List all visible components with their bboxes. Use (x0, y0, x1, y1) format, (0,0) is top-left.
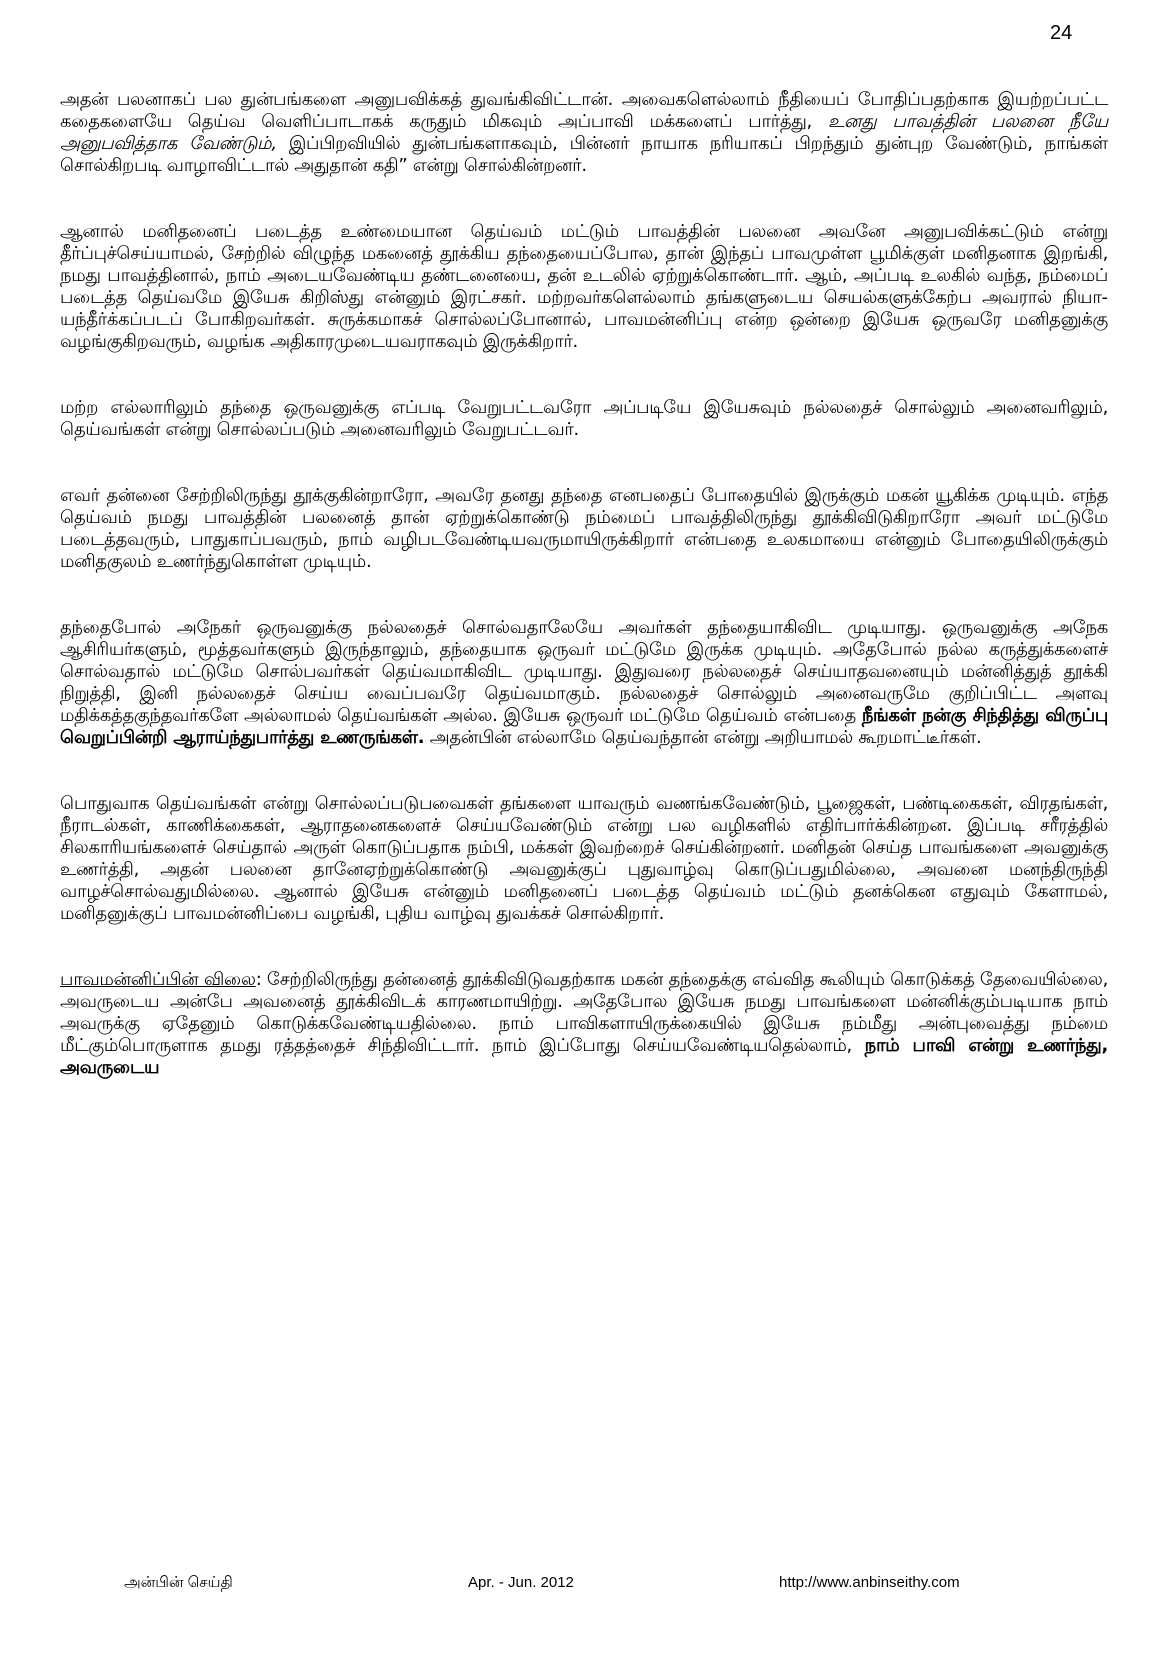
italic-quote: உனது பாவத்தின் பலனை நீயே அனுபவித்தாக வேண்டும், (60, 111, 1108, 154)
bold-exhortation: நீங்கள் நன்கு சிந்தித்து விருப்பு வெறுப்பின்றி ஆராய்ந்துபார்த்து உணருங்கள். (60, 705, 1108, 748)
text-segment: : சேற்றிலிருந்து தன்னைத் தூக்கிவிடுவதற்காக மகன் தந்தைக்கு எவ்வித கூலியும் கொடுக்கத் தேவையில்லை, அவருடைய அன்பே அவனைத் தூக்கிவிடக் காரணமாயிற்று. அதேபோல இயேசு நமது பாவங்களை மன்னிக்கும்படியாக நாம் அவருக்கு ஏதேனும் கொடுக்கவேண்டியதில்லை. நாம் பாவிகளாயிருக்கையில் இயேசு நம்மீது அன்புவைத்து நம்மை மீட்கும்பொருளாக தமது ரத்தத்தைச் சிந்திவிட்டார். நாம் இப்போது செய்யவேண்டியதெல்லாம், (60, 969, 1108, 1056)
page-number: 24 (1050, 22, 1073, 44)
text-segment: ஆனால் மனிதனைப் படைத்த உண்மையான தெய்வம் மட்டும் பாவத்தின் பலனை அவனே அனுபவிக்கட்டும் என்று தீர்ப்புச்செய்யாமல், சேற்றில் விழுந்த மகனைத் தூக்கிய தந்தையைப்போல, தான் இந்தப் பாவமுள்ள பூமிக்குள் மனிதனாக இறங்கி, நமது பாவத்தினால், நாம் அடையவேண்டிய தண்டனையை, தன் உடலில் ஏற்றுக்கொண்டார். ஆம், அப்படி உலகில் வந்த, நம்மைப் படைத்த தெய்வமே இயேசு கிறிஸ்து என்னும் இரட்சகர். மற்றவர்களெல்லாம் தங்களுடைய செயல்களுக்கேற்ப அவரால் நியாயந்தீர்க்கப்படப் போகிறவர்கள். சுருக்கமாகச் சொல்லப்போனால், பாவமன்னிப்பு என்ற ஒன்றை இயேசு ஒருவரே மனிதனுக்கு வழங்குகிறவரும், வழங்க அதிகாரமுடையவராகவும் இருக்கிறார். (60, 221, 1108, 352)
text-segment: அதன் பலனாகப் பல துன்பங்களை அனுபவிக்கத் துவங்கிவிட்டான். அவைகளெல்லாம் நீதியைப் போதிப்பதற்காக இயற்றப்பட்ட கதைகளையே தெய்வ வெளிப்பாடாகக் கருதும் மிகவும் அப்பாவி மக்களைப் பார்த்து, (60, 89, 1108, 132)
paragraph-5 (60, 617, 1108, 749)
text-segment: மற்ற எல்லாரிலும் தந்தை ஒருவனுக்கு எப்படி வேறுபட்டவரோ அப்படியே இயேசுவும் நல்லதைச் சொல்லும் அனைவரிலும், தெய்வங்கள் என்று சொல்லப்படும் அனைவரிலும் வேறுபட்டவர். (60, 397, 1108, 440)
bold-exhortation: நாம் பாவி என்று உணர்ந்து, அவருடைய (60, 1035, 1109, 1078)
paragraph-4 (60, 485, 1108, 573)
footer-magazine-name: அன்பின் செய்தி (124, 1574, 233, 1591)
text-segment: தந்தைபோல் அநேகர் ஒருவனுக்கு நல்லதைச் சொல்வதாலேயே அவர்கள் தந்தையாகிவிட முடியாது. ஒருவனுக்கு அநேக ஆசிரியர்களும், மூத்தவர்களும் இருந்தாலும், தந்தையாக ஒருவர் மட்டுமே இருக்க முடியும். அதேபோல் நல்ல கருத்துக்களைச் சொல்வதால் மட்டுமே சொல்பவர்கள் தெய்வமாகிவிட முடியாது. இதுவரை நல்லதைச் செய்யாதவனையும் மன்னித்துத் தூக்கி நிறுத்தி, இனி நல்லதைச் செய்ய வைப்பவரே தெய்வமாகும். நல்லதைச் சொல்லும் அனைவருமே குறிப்பிட்ட அளவு மதிக்கத்தகுந்தவர்களே அல்லாமல் தெய்வங்கள் அல்ல. இயேசு ஒருவர் மட்டுமே தெய்வம் என்பதை (60, 617, 1108, 726)
paragraph-2 (60, 221, 1108, 353)
text-segment: எவர் தன்னை சேற்றிலிருந்து தூக்குகின்றாரோ, அவரே தனது தந்தை எனபதைப் போதையில் இருக்கும் மகன் யூகிக்க முடியும். எந்த தெய்வம் நமது பாவத்தின் பலனைத் தான் ஏற்றுக்கொண்டு நம்மைப் பாவத்திலிருந்து தூக்கிவிடுகிறாரோ அவர் மட்டுமே படைத்தவரும், பாதுகாப்பவரும், நாம் வழிபடவேண்டியவருமாயிருக்கிறார் என்பதை உலகமாயை என்னும் போதையிலிருக்கும் மனிதகுலம் உணர்ந்துகொள்ள முடியும். (60, 485, 1108, 572)
text-segment: பொதுவாக தெய்வங்கள் என்று சொல்லப்படுபவைகள் தங்களை யாவரும் வணங்கவேண்டும், பூஜைகள், பண்டிகைகள், விரதங்கள், நீராடல்கள், காணிக்கைகள், ஆராதனைகளைச் செய்யவேண்டும் என்று பல வழிகளில் எதிர்பார்க்கின்றன. இப்படி சரீரத்தில் சிலகாரியங்களைச் செய்தால் அருள் கொடுப்பதாக நம்பி, மக்கள் இவற்றைச் செய்கின்றனர். மனிதன் செய்த பாவங்களை அவனுக்கு உணர்த்தி, அதன் பலனை தானேஏற்றுக்கொண்டு அவனுக்குப் புதுவாழ்வு கொடுப்பதுமில்லை, அவனை மனந்திருந்தி வாழச்சொல்வதுமில்லை. ஆனால் இயேசு என்னும் மனிதனைப் படைத்த தெய்வம் மட்டும் தனக்கென எதுவும் கேளாமல், மனிதனுக்குப் பாவமன்னிப்பை வழங்கி, புதிய வாழ்வு துவக்கச் சொல்கிறார். (60, 793, 1108, 924)
text-segment: இப்பிறவியில் துன்பங்களாகவும், பின்னர் நாயாக நரியாகப் பிறந்தும் துன்புற வேண்டும், நாங்கள் சொல்கிறபடி வாழாவிட்டால் அதுதான் கதி” என்று சொல்கின்றனர். (60, 133, 1108, 176)
paragraph-3 (60, 397, 1108, 441)
footer-issue-date: Apr. - Jun. 2012 (468, 1574, 574, 1591)
paragraph-1 (60, 89, 1108, 177)
paragraph-7 (60, 969, 1108, 1079)
article-body (60, 89, 1108, 1123)
page-footer (0, 1574, 1167, 1598)
paragraph-6 (60, 793, 1108, 925)
section-heading: பாவமன்னிப்பின் விலை (60, 969, 256, 990)
footer-website-link[interactable]: http://www.anbinseithy.com (779, 1574, 960, 1591)
text-segment: அதன்பின் எல்லாமே தெய்வந்தான் என்று அறியாமல் கூறமாட்டீர்கள். (424, 727, 982, 748)
